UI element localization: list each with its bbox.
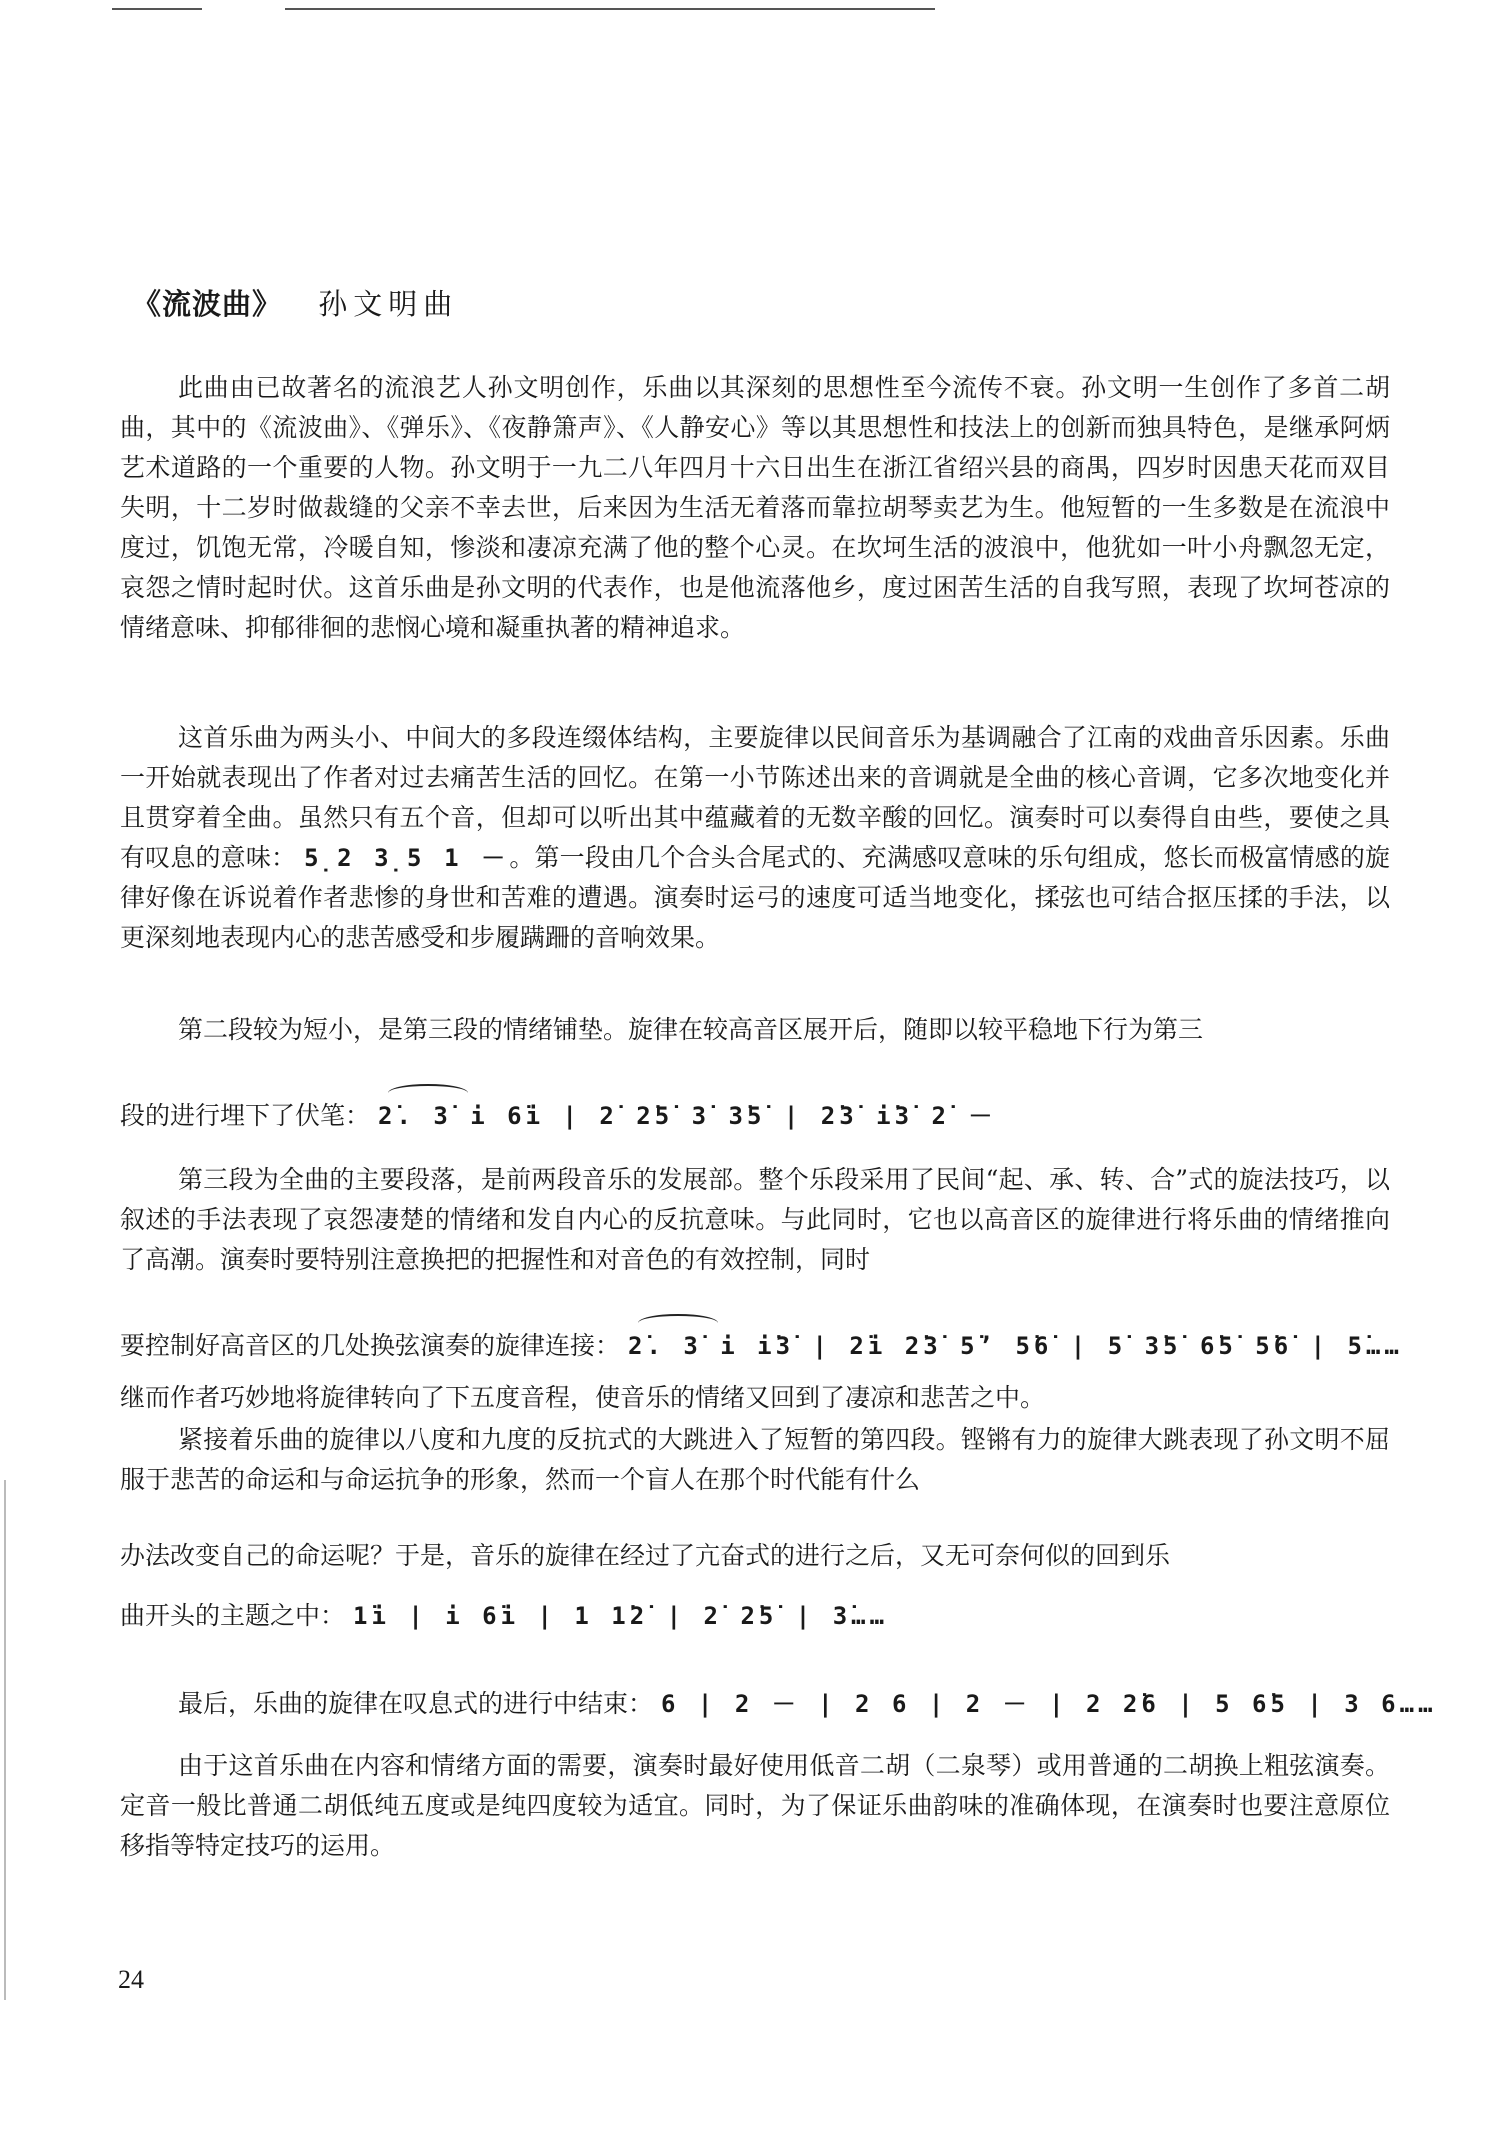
paragraph-structure-lead: 这首乐曲为两头小、中间大的多段连缀体结构，主要旋律以民间音乐为基调融合了江南的戏曲音乐因素。乐曲一开始就表现出了作者对过去痛苦生活的回忆。在第一小节陈述出来的音调就是全曲的核心音调，它多次地变化并且贯穿着全曲。虽然只有五个音，但却可以听出其中蕴藏着的无数辛酸的回忆。演奏时可以奏得自由些，要使之具有叹息的意味： [120,723,1390,872]
paragraph-structure-line [120,718,1390,958]
paragraph-intro: 此曲由已故著名的流浪艺人孙文明创作，乐曲以其深刻的思想性至今流传不衰。孙文明一生创作了多首二胡曲，其中的《流波曲》、《弹乐》、《夜静箫声》、《人静安心》等以其思想性和技法上的创新而独具特色，是继承阿炳艺术道路的一个重要的人物。孙文明于一九二八年四月十六日出生在浙江省绍兴县的商禺，四岁时因患天花而双目失明，十二岁时做裁缝的父亲不幸去世，后来因为生活无着落而靠拉胡琴卖艺为生。他短暂的一生多数是在流浪中度过，饥饱无常，冷暖自知，惨淡和凄凉充满了他的整个心灵。在坎坷生活的波浪中，他犹如一叶小舟飘忽无定，哀怨之情时起时伏。这首乐曲是孙文明的代表作，也是他流落他乡，度过困苦生活的自我写照，表现了坎坷苍凉的情绪意味、抑郁徘徊的悲悯心境和凝重执著的精神追求。 [120,373,1390,642]
section-title [132,282,458,323]
notation-lead-ending: 最后，乐曲的旋律在叹息式的进行中结束： [178,1689,654,1718]
notation-lead-return: 曲开头的主题之中： [120,1601,346,1630]
notation-line-return [120,1596,1400,1636]
paragraph-section-four: 紧接着乐曲的旋律以八度和九度的反抗式的大跳进入了短暂的第四段。铿锵有力的旋律大跳表现了孙文明不屈服于悲苦的命运和与命运抗争的形象，然而一个盲人在那个时代能有什么 [120,1425,1390,1494]
notation-section-three: 2̇. 3̇ i i̇3̇ | 2̇i 2̇3̇ 5̇’ 5̇6̇ | 5̇ 3̇5̇ 6̇5̇ 5̇6̇ | 5̇…… [628,1332,1403,1360]
paragraph-fifth-interval: 继而作者巧妙地将旋律转向了下五度音程，使音乐的情绪又回到了凄凉和悲苦之中。 [120,1383,1046,1412]
paragraph-performance-advice: 由于这首乐曲在内容和情绪方面的需要，演奏时最好使用低音二胡（二泉琴）或用普通的二胡换上粗弦演奏。定音一般比普通二胡低纯五度或是纯四度较为适宜。同时，为了保证乐曲韵味的准确体现，在演奏时也要注意原位移指等特定技巧的运用。 [120,1751,1390,1860]
notation-section-two: 2̇. 3̇ i 6̇i | 2̇ 2̇5̇ 3̇ 3̇5̇ | 2̇3̇ i̇3̇ 2̇ － [378,1102,996,1130]
piece-name: 《流波曲》 [132,287,283,321]
notation-line-section-two [120,1096,1400,1136]
top-rule-right [285,8,935,10]
top-rule-left [112,8,202,10]
slur-mark [388,1084,468,1102]
notation-line-ending [178,1684,1458,1724]
composer-credit: 孙文明曲 [318,287,459,321]
page-number: 24 [118,1965,144,1994]
notation-line-section-three [120,1326,1403,1366]
notation-ending: 6 | 2 － | 2 6 | 2 － | 2 2̇6 | 5 6̇5 | 3 6…… [661,1690,1437,1718]
notation-return: 1̇i | i 6̇i | 1 1̇2̇ | 2̇ 2̇5̇ | 3̇…… [353,1602,889,1630]
paragraph-section-three: 第三段为全曲的主要段落，是前两段音乐的发展部。整个乐段采用了民间“起、承、转、合”式的旋法技巧，以叙述的手法表现了哀怨凄楚的情绪和发自内心的反抗意味。与此同时，它也以高音区的旋律进行将乐曲的情绪推向了高潮。演奏时要特别注意换把的把握性和对音色的有效控制，同时 [120,1165,1390,1274]
paragraph-section-two: 第二段较为短小，是第三段的情绪铺垫。旋律在较高音区展开后，随即以较平稳地下行为第三 [178,1015,1204,1044]
notation-core-motif: 5̣2 3̣5 1 － [304,844,510,872]
notation-lead-section-three: 要控制好高音区的几处换弦演奏的旋律连接： [120,1331,621,1360]
slur-mark [638,1314,718,1332]
paragraph-structure-tail: 。第一段由几个合头合尾式的、充满感叹意味的乐句组成，悠长而极富情感的旋律好像在诉说着作者悲惨的身世和苦难的遭遇。演奏时运弓的速度可适当地变化，揉弦也可结合抠压揉的手法，以更深刻地表现内心的悲苦感受和步履蹒跚的音响效果。 [120,843,1390,952]
notation-lead-section-two: 段的进行埋下了伏笔： [120,1101,371,1130]
paragraph-return-line: 办法改变自己的命运呢？于是，音乐的旋律在经过了亢奋式的进行之后，又无可奈何似的回到乐 [120,1541,1171,1570]
scan-edge-line [4,1480,6,2000]
